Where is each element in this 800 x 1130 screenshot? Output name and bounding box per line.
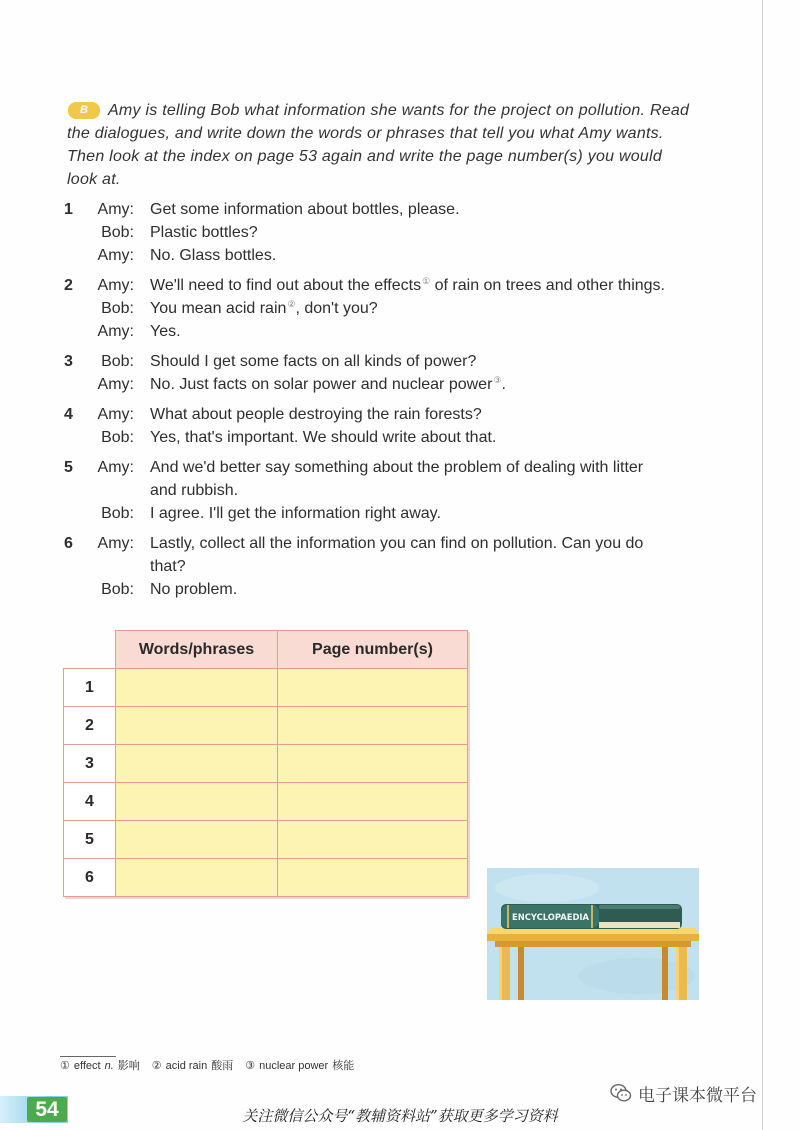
leg-highlight xyxy=(499,946,502,1000)
dialogue-line-continued xyxy=(0,555,760,578)
dialogue-line xyxy=(0,502,760,525)
promo-text: 关注微信公众号“教辅资料站”获取更多学习资料 xyxy=(242,1107,558,1125)
speaker-label: Amy: xyxy=(97,201,134,218)
row-number: 6 xyxy=(64,859,116,897)
footnote-mark: ① xyxy=(60,1060,70,1072)
footnote-2 xyxy=(152,1059,233,1073)
dialogue-text: No. Glass bottles. xyxy=(150,247,277,264)
dialogue-line xyxy=(0,297,760,320)
dialogue-1 xyxy=(0,198,760,267)
tabletop-edge xyxy=(487,934,699,941)
table-row xyxy=(64,669,468,707)
answer-table xyxy=(63,630,468,897)
instruction-line-3: Then look at the index on page 53 again and write the page number(s) you would xyxy=(67,148,662,165)
footnote-mark: ③ xyxy=(245,1060,256,1072)
book-page-edges xyxy=(599,922,680,928)
speaker-label: Amy: xyxy=(97,277,134,294)
row-number: 4 xyxy=(64,783,116,821)
pages-answer-cell xyxy=(278,745,468,783)
speaker-label: Amy: xyxy=(97,406,134,423)
pages-answer-cell xyxy=(278,669,468,707)
footnote-meaning: 影响 xyxy=(117,1060,140,1072)
table-leg-back-right xyxy=(662,946,668,1000)
dialogue-line-continued xyxy=(0,479,760,502)
footnote-marker: ① xyxy=(422,276,431,286)
wechat-icon xyxy=(610,1083,632,1103)
encyclopedia-on-table-picture xyxy=(487,868,699,1000)
footnotes xyxy=(60,1059,354,1073)
speaker-label: Amy: xyxy=(97,535,134,552)
dialogue-number: 1 xyxy=(64,201,73,218)
table-corner-cell xyxy=(64,631,116,669)
dialogue-number: 6 xyxy=(64,535,73,552)
row-number: 5 xyxy=(64,821,116,859)
pages-answer-cell xyxy=(278,707,468,745)
wechat-icon-glyph xyxy=(610,1083,632,1103)
pages-answer-cell xyxy=(278,859,468,897)
dialogue-6 xyxy=(0,532,760,601)
footnote-separator xyxy=(60,1056,116,1057)
book-cover-highlight xyxy=(599,905,680,909)
dialogue-2 xyxy=(0,274,760,343)
words-answer-cell xyxy=(116,821,278,859)
instruction-line-4: look at. xyxy=(67,171,121,188)
footnote-marker: ② xyxy=(287,299,296,309)
dialogue-text: Get some information about bottles, please. xyxy=(150,201,460,218)
text-segment: We'll need to find out about the effects xyxy=(150,277,422,294)
dialogue-4 xyxy=(0,403,760,449)
leg-highlight xyxy=(676,946,679,1000)
exercise-instruction xyxy=(67,99,757,191)
background-wash xyxy=(495,874,599,902)
table-row xyxy=(64,783,468,821)
dialogue-5 xyxy=(0,456,760,525)
table-row xyxy=(64,707,468,745)
speaker-label: Bob: xyxy=(101,429,134,446)
dialogue-line xyxy=(0,373,760,396)
words-answer-cell xyxy=(116,859,278,897)
words-answer-cell xyxy=(116,669,278,707)
footnote-1 xyxy=(60,1059,140,1073)
dialogue-line xyxy=(0,403,760,426)
row-number: 2 xyxy=(64,707,116,745)
words-answer-cell xyxy=(116,707,278,745)
table-apron xyxy=(495,940,691,947)
footnote-term: nuclear power xyxy=(259,1060,329,1072)
footnote-3 xyxy=(245,1059,354,1073)
table-row xyxy=(64,745,468,783)
table-leg-back-left xyxy=(518,946,524,1000)
dialogue-text: and rubbish. xyxy=(150,482,239,499)
page-number-tab xyxy=(0,1096,68,1123)
dialogue-text: Yes. xyxy=(150,323,181,340)
footnote-meaning: 酸雨 xyxy=(211,1060,234,1072)
dialogue-line xyxy=(0,244,760,267)
footnote-part-of-speech: n. xyxy=(104,1060,114,1072)
table-row xyxy=(64,821,468,859)
book-spine-text: ENCYCLOPAEDIA xyxy=(512,913,590,923)
dialogue-text: Yes, that's important. We should write about that. xyxy=(150,429,497,446)
text-segment: of rain on trees and other things. xyxy=(430,277,665,294)
spine-band xyxy=(591,905,593,928)
dialogues xyxy=(0,198,760,608)
dialogue-line xyxy=(0,221,760,244)
table-header-row xyxy=(64,631,468,669)
dialogue-line xyxy=(0,274,760,297)
page-edge-line xyxy=(762,0,763,1130)
encyclopedia-illustration xyxy=(487,868,699,1000)
speaker-label: Bob: xyxy=(101,224,134,241)
dialogue-text xyxy=(150,274,665,297)
dialogue-text: Should I get some facts on all kinds of power? xyxy=(150,353,477,370)
dialogue-text xyxy=(150,297,378,320)
dialogue-number: 2 xyxy=(64,277,73,294)
dialogue-line xyxy=(0,198,760,221)
speaker-label: Amy: xyxy=(97,376,134,393)
watermark-text: 电子课本微平台 xyxy=(638,1085,757,1106)
dialogue-line xyxy=(0,456,760,479)
speaker-label: Bob: xyxy=(101,300,134,317)
row-number: 3 xyxy=(64,745,116,783)
text-segment: You mean acid rain xyxy=(150,300,287,317)
page-number: 54 xyxy=(27,1097,67,1122)
dialogue-text: What about people destroying the rain forests? xyxy=(150,406,482,423)
speaker-label: Bob: xyxy=(101,353,134,370)
text-segment: No. Just facts on solar power and nuclear power xyxy=(150,376,493,393)
column-header-words: Words/phrases xyxy=(116,631,278,669)
dialogue-text: No problem. xyxy=(150,581,238,598)
dialogue-text: Plastic bottles? xyxy=(150,224,258,241)
spine-band xyxy=(507,905,509,928)
speaker-label: Bob: xyxy=(101,581,134,598)
dialogue-text: And we'd better say something about the problem of dealing with litter xyxy=(150,459,644,476)
instruction-line-2: the dialogues, and write down the words or phrases that tell you what Amy wants. xyxy=(67,125,664,142)
row-number: 1 xyxy=(64,669,116,707)
column-header-pages: Page number(s) xyxy=(278,631,468,669)
speaker-label: Amy: xyxy=(97,459,134,476)
footnote-term: acid rain xyxy=(165,1060,208,1072)
dialogue-text: I agree. I'll get the information right away. xyxy=(150,505,441,522)
dialogue-line xyxy=(0,426,760,449)
instruction-line-1 xyxy=(67,99,757,122)
dialogue-text: that? xyxy=(150,558,186,575)
dialogue-text: Lastly, collect all the information you can find on pollution. Can you do xyxy=(150,535,644,552)
text-segment: , don't you? xyxy=(295,300,378,317)
section-badge: B xyxy=(68,102,100,119)
footnote-mark: ② xyxy=(151,1060,162,1072)
text-segment: . xyxy=(501,376,506,393)
dialogue-number: 3 xyxy=(64,353,73,370)
words-answer-cell xyxy=(116,783,278,821)
pages-answer-cell xyxy=(278,821,468,859)
footnote-marker: ③ xyxy=(493,375,502,385)
instruction-text: Amy is telling Bob what information she wants for the project on pollution. Read xyxy=(108,102,690,119)
dialogue-number: 5 xyxy=(64,459,73,476)
dialogue-text xyxy=(150,373,506,396)
speaker-label: Amy: xyxy=(97,323,134,340)
dialogue-number: 4 xyxy=(64,406,73,423)
dialogue-line xyxy=(0,578,760,601)
words-answer-cell xyxy=(116,745,278,783)
footnote-term: effect xyxy=(73,1060,101,1072)
dialogue-line xyxy=(0,320,760,343)
speaker-label: Bob: xyxy=(101,505,134,522)
watermark xyxy=(610,1082,757,1104)
dialogue-line xyxy=(0,532,760,555)
table-row xyxy=(64,859,468,897)
speaker-label: Amy: xyxy=(97,247,134,264)
dialogue-line xyxy=(0,350,760,373)
footnote-meaning: 核能 xyxy=(332,1060,355,1072)
pages-answer-cell xyxy=(278,783,468,821)
dialogue-3 xyxy=(0,350,760,396)
